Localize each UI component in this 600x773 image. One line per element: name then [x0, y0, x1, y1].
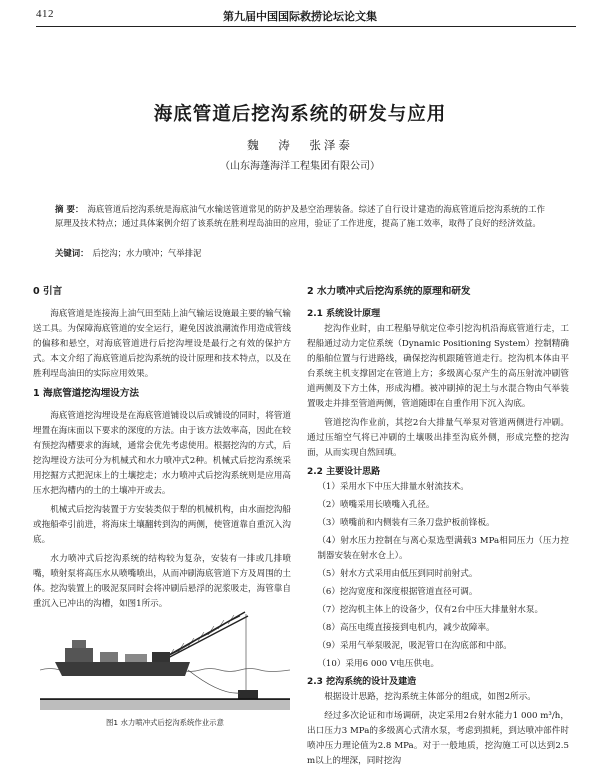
design-list-item: （3）喷嘴前和内侧装有三条刀盘护板前锋板。: [317, 518, 495, 528]
header-rule: [36, 26, 576, 27]
keywords-text: 后挖沟；水力喷冲；气举排泥: [92, 248, 202, 258]
subsection-2-2-heading: 2.2 主要设计思路: [307, 467, 381, 477]
section-1-paragraph: 水力喷冲式后挖沟系统的结构较为复杂，安装有一排或几排喷嘴，喷射泵将高压水从喷嘴喷出，从而冲刷海底管道下方及周围的土体。挖沟装置上的吸泥泵同时会将冲刷后悬浮的泥浆吸走，海管靠自重沉入已冲出的沟槽，如图1所示。: [33, 554, 291, 609]
paper-title: 海底管道后挖沟系统的研发与应用: [153, 104, 447, 125]
figure-1-caption: 图1 水力喷冲式后挖沟系统作业示意: [106, 718, 224, 727]
crane-lattice: [168, 615, 234, 658]
deck-equipment: [100, 652, 118, 662]
abstract-text: 海底管道后挖沟系统是海底油气水输送管道常见的防护及悬空治理装备。综述了自行设计建造的海底管道后挖沟系统的工作原理及技术特点；通过具体案例介绍了该系统在胜利埕岛油田的应用，验证了工作进度，提高了施工效率，取得了良好的经济效益。: [55, 204, 546, 228]
design-list-item: （1）采用水下中压大排量水射流技术。: [317, 482, 469, 492]
design-list-item: （6）挖沟宽度和深度根据管道直径可调。: [317, 587, 478, 597]
design-list-item: （10）采用6 000 V电压供电。: [317, 659, 440, 669]
section-0-paragraph: 海底管道是连接海上油气田至陆上油气输运设施最主要的输气输送工具。为保障海底管道的安全运行，避免因波浪潮流作用造成管线的偏移和悬空，对海底管道进行后挖沟埋设是最行之有效的保护方式。本文介绍了海底管道后挖沟系统的设计原理和技术特点，以及在胜利埕岛油田的实际应用效果。: [33, 309, 291, 379]
section-1-paragraph: 机械式后挖沟装置于方安装类似于犁的机械机构，由水面挖沟船或拖船牵引前进，将海床土壤翻转到沟的两侧，使管道靠自重沉入沟底。: [33, 505, 291, 545]
design-list-item: （7）挖沟机主体上的设备少，仅有2台中压大排量射水泵。: [317, 605, 544, 615]
design-list-item: （4）射水压力控制在与离心泵选型满载3 MPa相同压力（压力控制器安装在射水仓上）。: [317, 536, 569, 561]
subsection-2-1-paragraph: 挖沟作业时，由工程船导航定位牵引挖沟机沿海底管道行走，工程船通过动力定位系统（Dynamic Positioning System）控制精确的船舶位置与行进路线，确保挖沟机跟随管道走行。挖沟机本体由平台系统主机支撑固定在管道上方；多级离心泵产生的高压射流冲刷管道两侧及下方土体，形成沟槽。被冲刷掉的泥土与水混合物由气举装置吸走并排至管道两侧，管道随即在自重作用下沉入沟底。: [307, 324, 569, 409]
trencher: [238, 690, 258, 699]
abstract-label: 摘 要：: [55, 204, 84, 214]
keywords: [55, 246, 545, 260]
design-list-item: （9）采用气举泵吸泥，吸泥管口在沟底部和中部。: [317, 641, 512, 651]
paper-authors: 魏 涛 张泽泰: [247, 138, 353, 152]
section-0-heading: 0 引言: [33, 286, 63, 297]
deck-equipment: [125, 654, 147, 662]
figure-1-illustration: [40, 600, 290, 710]
right-column: [307, 282, 569, 773]
vessel-hull: [55, 662, 190, 676]
design-list-item: （8）高压电缆直接接到电机内，减少故障率。: [317, 623, 495, 633]
seabed-fill: [40, 700, 290, 710]
subsection-2-1-paragraph: 管道挖沟作业前，其挖2台大排量气举泵对管道两侧进行冲刷。通过压缩空气将已冲刷的土壤吸出排至沟底外侧，形成完整的挖沟面，从而实现自然回填。: [307, 418, 569, 458]
running-header: 第九届中国国际救捞论坛论文集: [223, 10, 377, 23]
design-list-item: （5）射水方式采用由低压到同时前射式。: [317, 569, 478, 579]
subsection-2-3-paragraph: 经过多次论证和市场调研，决定采用2台射水能力1 000 m³/h，出口压力3 MPa的多级离心式清水泵，考虑到损耗，到达喷冲部件时喷冲压力理论值为2.8 MPa。对于一般地质，挖沟施工可以达到2.5 m以上的埋深，同时挖沟: [307, 711, 569, 766]
subsection-2-1-heading: 2.1 系统设计原理: [307, 309, 381, 319]
deck-house: [65, 648, 93, 662]
crane-base: [152, 652, 170, 662]
paper-affiliation: （山东海蓬海洋工程集团有限公司）: [220, 161, 380, 172]
page-number: 412: [36, 8, 54, 20]
keywords-label: 关键词：: [55, 248, 89, 258]
section-2-heading: 2 水力喷冲式后挖沟系统的原理和研发: [307, 286, 471, 297]
deck-house: [72, 640, 86, 648]
subsection-2-3-paragraph: 根据设计思路，挖沟系统主体部分的组成，如图2所示。: [324, 692, 536, 702]
abstract: [55, 202, 545, 230]
design-list-item: （2）喷嘴采用长喷嘴入孔径。: [317, 500, 435, 510]
section-1-heading: 1 海底管道挖沟埋设方法: [33, 388, 139, 399]
subsection-2-3-heading: 2.3 挖沟系统的设计及建造: [307, 677, 417, 687]
left-column: [33, 282, 291, 616]
umbilical-line: [188, 670, 240, 693]
section-1-paragraph: 海底管道挖沟埋设是在海底管道铺设以后或铺设的同时，将管道埋置在海床面以下要求的深度的方法。由于该方法效率高，因此在较有预挖沟槽要求的海域，通常会优先考虑使用。根据挖沟的方式，后挖沟埋设方法可分为机械式和水力喷冲式2种。机械式后挖沟系统采用挖掘方式把泥床上的土壤挖走；水力喷冲式后挖沟系统则是应用高压水把沟槽内的土的土壤冲开或去。: [33, 411, 291, 496]
